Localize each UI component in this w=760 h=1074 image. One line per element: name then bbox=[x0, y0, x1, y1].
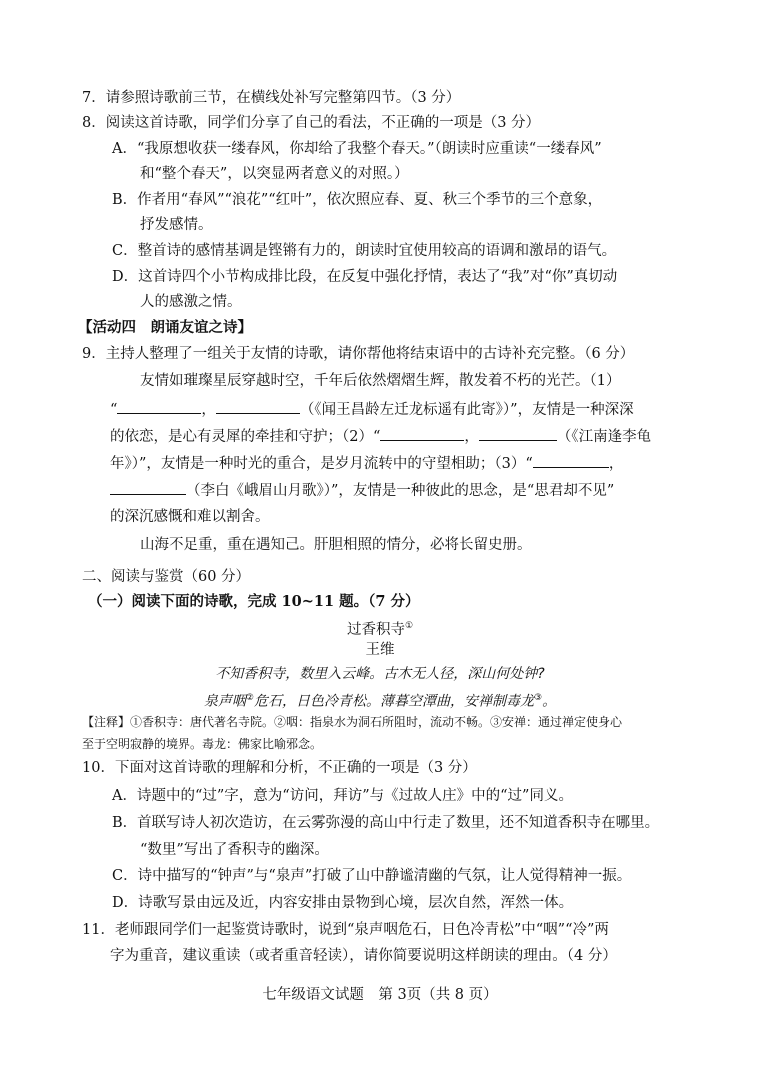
question-9-line-5 bbox=[110, 480, 614, 501]
comma: ， bbox=[464, 429, 479, 445]
poem-author: 王维 bbox=[365, 642, 395, 658]
question-10-option-b-cont: “数里”写出了香积寺的幽深。 bbox=[140, 842, 329, 858]
annotation-line-1: 【注释】①香积寺：唐代著名寺院。②咽：指泉水为洞石所阻时，流动不畅。③安禅：通过禅定使身心 bbox=[82, 715, 623, 729]
question-7: 7．请参照诗歌前三节，在横线处补写完整第四节。（3 分） bbox=[82, 90, 461, 106]
question-9-para-1: 友情如璀璨星辰穿越时空，千年后依然熠熠生辉，散发着不朽的光芒。（1） bbox=[140, 373, 621, 389]
footnote-mark: ③ bbox=[534, 693, 543, 703]
question-9-para-2: 山海不足重，重在遇知己。肝胆相照的情分，必将长留史册。 bbox=[140, 537, 532, 553]
source-2: （《江南逢李龟 bbox=[556, 429, 652, 445]
question-8-option-d: D．这首诗四个小节构成排比段，在反复中强化抒情，表达了“我”对“你”真切动 bbox=[112, 269, 618, 285]
blank-1a[interactable] bbox=[117, 399, 201, 414]
line-4-text: 年》）”，友情是一种时光的重合，是岁月流转中的守望相助；（3）“ bbox=[110, 456, 533, 472]
question-8-stem: 8．阅读这首诗歌，同学们分享了自己的看法，不正确的一项是（3 分） bbox=[82, 115, 541, 131]
blank-2b[interactable] bbox=[479, 426, 557, 441]
poem-line-2 bbox=[0, 688, 760, 712]
question-8-option-d-cont: 人的感激之情。 bbox=[140, 294, 242, 310]
activity-4-title: 【活动四 朗诵友谊之诗】 bbox=[78, 319, 252, 336]
question-10-option-a: A．诗题中的“过”字，意为“访问，拜访”与《过故人庄》中的“过”同义。 bbox=[112, 788, 573, 804]
question-8-option-c: C．整首诗的感情基调是铿锵有力的，朗读时宜使用较高的语调和激昂的语气。 bbox=[112, 243, 617, 259]
question-8-option-b-cont: 抒发感情。 bbox=[140, 217, 213, 233]
question-9-line-3 bbox=[110, 426, 651, 447]
question-9-line-2 bbox=[110, 399, 634, 420]
poem-line-2-part-b: 危石，日色冷青松。薄暮空潭曲，安禅制毒龙 bbox=[254, 693, 534, 710]
blank-2a[interactable] bbox=[380, 426, 464, 441]
page-footer: 七年级语文试题 第 3页（共 8 页） bbox=[262, 987, 498, 1003]
question-8-option-b: B．作者用“春风”“浪花”“红叶”，依次照应春、夏、秋三个季节的三个意象， bbox=[112, 192, 603, 208]
question-11-line-1: 11．老师跟同学们一起鉴赏诗歌时，说到“泉声咽危石，日色冷青松”中“咽”“冷”两 bbox=[82, 922, 609, 938]
quote-open: “ bbox=[110, 402, 118, 418]
question-10-option-c: C．诗中描写的“钟声”与“泉声”打破了山中静谧清幽的气氛，让人觉得精神一振。 bbox=[112, 868, 632, 884]
footnote-mark: ② bbox=[245, 693, 254, 703]
blank-3b[interactable] bbox=[110, 480, 186, 495]
poem-line-2-part-c: 。 bbox=[542, 693, 557, 710]
footnote-mark: ① bbox=[404, 621, 414, 631]
comma: ， bbox=[608, 456, 624, 472]
question-8-option-a-cont: 和“整个春天”，以突显两者意义的对照。） bbox=[140, 166, 409, 182]
annotation-line-2: 至于空明寂静的境界。毒龙：佛家比喻邪念。 bbox=[82, 737, 323, 751]
poem-line-1: 不知香积寺，数里入云峰。古木无人径，深山何处钟? bbox=[215, 666, 545, 682]
comma: ， bbox=[201, 402, 216, 418]
poem-title-text: 过香积寺 bbox=[346, 621, 405, 638]
question-9-line-4 bbox=[110, 453, 623, 474]
part-1-title: （一）阅读下面的诗歌，完成 10~11 题。（7 分） bbox=[88, 593, 420, 610]
question-10-option-b: B．首联写诗人初次造访，在云雾弥漫的高山中行走了数里，还不知道香积寺在哪里。 bbox=[112, 815, 660, 831]
question-10-stem: 10．下面对这首诗歌的理解和分析，不正确的一项是（3 分） bbox=[82, 760, 477, 776]
blank-1b[interactable] bbox=[216, 399, 300, 414]
question-9-line-6: 的深沉感慨和难以割舍。 bbox=[110, 509, 270, 525]
blank-3a[interactable] bbox=[533, 453, 609, 468]
poem-line-2-part-a: 泉声咽 bbox=[203, 693, 246, 710]
question-11-line-2: 字为重音，建议重读（或者重音轻读），请你简要说明这样朗读的理由。（4 分） bbox=[110, 948, 617, 964]
section-2-title: 二、阅读与鉴赏（60 分） bbox=[82, 569, 251, 585]
question-9-stem: 9．主持人整理了一组关于友情的诗歌，请你帮他将结束语中的古诗补充完整。（6 分） bbox=[82, 346, 635, 362]
source-3: （李白《峨眉山月歌》）”，友情是一种彼此的思念，是“思君却不见” bbox=[186, 483, 615, 499]
line-3-text: 的依恋，是心有灵犀的牵挂和守护；（2）“ bbox=[110, 429, 381, 445]
question-8-option-a: A．“我原想收获一缕春风，你却给了我整个春天。”（朗读时应重读“一缕春风” bbox=[112, 141, 602, 157]
source-1: （《闻王昌龄左迁龙标遥有此寄》）”，友情是一种深深 bbox=[299, 402, 634, 418]
question-10-option-d: D．诗歌写景由远及近，内容安排由景物到心境，层次自然，浑然一体。 bbox=[112, 895, 574, 911]
poem-title bbox=[0, 616, 760, 640]
